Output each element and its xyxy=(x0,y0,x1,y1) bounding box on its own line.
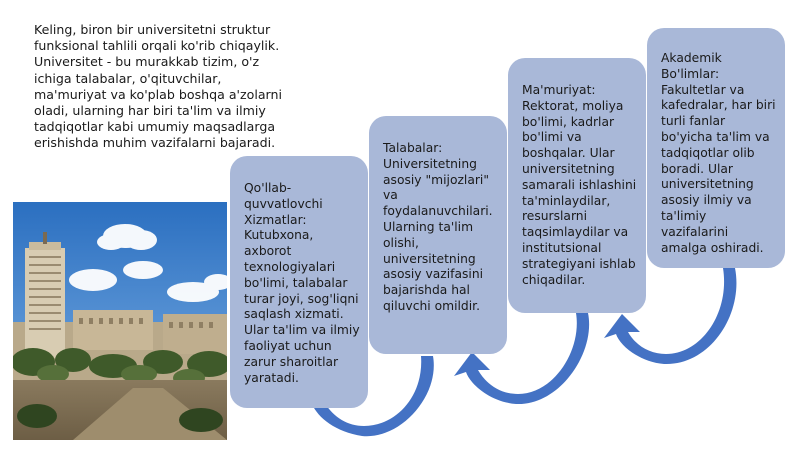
card-text: Qo'llab-quvvatlovchi Xizmatlar: Kutubxona, axborot texnologiyalari bo'limi, talabalar turar joyi, sog'liqni saqlash xizmati. Ular ta'lim va ilmiy faoliyat uchun zarur sharoitlar yaratadi. xyxy=(244,181,360,385)
card-text: Akademik Bo'limlar: Fakultetlar va kafedralar, har biri turli fanlar bo'yicha ta'lim va tadqiqotlar olib boradi. Ular universitetning asosiy ilmiy va ta'limiy vazifalarini amalga oshiradi. xyxy=(661,51,776,255)
card-administration xyxy=(508,58,646,313)
card-students xyxy=(369,116,507,354)
card-text: Ma'muriyat: Rektorat, moliya bo'limi, kadrlar bo'limi va boshqalar. Ular universitetning samarali ishlashini ta'minlaydilar, resurslarni taqsimlaydilar va institutsional strategiyani ishlab chiqadilar. xyxy=(522,83,637,287)
intro-paragraph: Keling, biron bir universitetni struktur funksional tahlili orqali ko'rib chiqaylik. Universitet - bu murakkab tizim, o'z ichiga talabalar, o'qituvchilar, ma'muriyat va ko'plab boshqa a'zolarni oladi, ularning har biri ta'lim va ilmiy tadqiqotlar kabi umumiy maqsadlarga erishishda muhim vazifalarni bajaradi. xyxy=(34,22,282,151)
card-text: Talabalar: Universitetning asosiy "mijozlari" va foydalanuvchilari. Ularning ta'lim olishi, universitetning asosiy vazifasini bajarishda hal qiluvchi omildir. xyxy=(383,141,493,313)
card-academic-departments xyxy=(647,28,785,268)
card-support-services xyxy=(230,156,368,408)
